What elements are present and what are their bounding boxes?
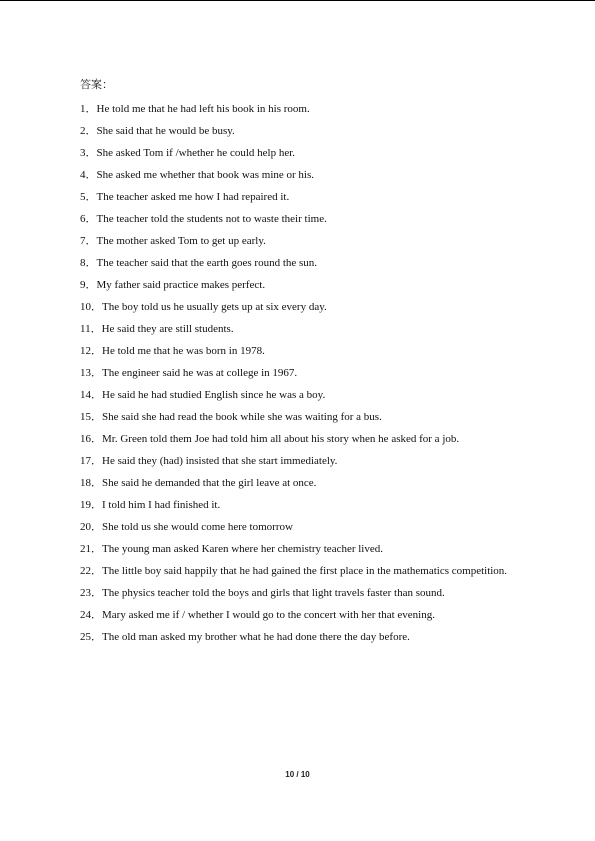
answer-item <box>80 604 560 626</box>
answer-item <box>80 472 560 494</box>
answer-number: 6． <box>80 213 97 225</box>
answer-text: Mr. Green told them Joe had told him all about his story when he asked for a job. <box>102 433 460 445</box>
answer-item <box>80 318 560 340</box>
answer-heading: 答案： <box>80 78 113 91</box>
answer-number: 20． <box>80 521 102 533</box>
answer-number: 19． <box>80 499 102 511</box>
answer-item <box>80 428 560 450</box>
answer-item <box>80 538 560 560</box>
page-top-border <box>0 0 595 1</box>
answer-number: 4． <box>80 169 97 181</box>
answer-text: The physics teacher told the boys and girls that light travels faster than sound. <box>102 587 445 599</box>
answer-number: 15． <box>80 411 102 423</box>
answer-number: 23． <box>80 587 102 599</box>
answer-item <box>80 494 560 516</box>
answer-text: The teacher told the students not to waste their time. <box>96 213 327 225</box>
answer-text: She asked Tom if /whether he could help her. <box>96 147 296 159</box>
answer-number: 14． <box>80 389 102 401</box>
answer-item <box>80 252 560 274</box>
answer-text: She told us she would come here tomorrow <box>102 521 293 533</box>
answer-text: The teacher asked me how I had repaired it. <box>96 191 290 203</box>
answer-number: 7． <box>80 235 97 247</box>
answer-text: He said he had studied English since he was a boy. <box>102 389 326 401</box>
answer-number: 3． <box>80 147 97 159</box>
answer-item <box>80 98 560 120</box>
answer-number: 12． <box>80 345 102 357</box>
answer-item <box>80 296 560 318</box>
answer-text: The old man asked my brother what he had done there the day before. <box>102 631 410 643</box>
answer-item <box>80 274 560 296</box>
answer-text: He told me that he had left his book in his room. <box>96 103 310 115</box>
answer-text: He told me that he was born in 1978. <box>102 345 265 357</box>
answer-number: 25． <box>80 631 102 643</box>
answer-text: The little boy said happily that he had gained the first place in the mathematics competition. <box>102 565 508 577</box>
answer-text: She said he demanded that the girl leave at once. <box>102 477 317 489</box>
answer-item <box>80 384 560 406</box>
answer-number: 5． <box>80 191 97 203</box>
answer-number: 21． <box>80 543 102 555</box>
answer-item <box>80 164 560 186</box>
answer-item <box>80 516 560 538</box>
answer-item <box>80 230 560 252</box>
answer-number: 16． <box>80 433 102 445</box>
answer-item <box>80 582 560 604</box>
answer-text: He said they are still students. <box>101 323 234 335</box>
answer-item <box>80 142 560 164</box>
answer-item <box>80 208 560 230</box>
answer-number: 22． <box>80 565 102 577</box>
answer-item <box>80 406 560 428</box>
answer-number: 13． <box>80 367 102 379</box>
answer-text: He said they (had) insisted that she start immediately. <box>102 455 338 467</box>
answer-number: 9． <box>80 279 97 291</box>
answer-item <box>80 120 560 142</box>
answer-number: 11． <box>80 323 102 335</box>
answer-text: The young man asked Karen where her chemistry teacher lived. <box>102 543 383 555</box>
answer-text: She asked me whether that book was mine or his. <box>96 169 315 181</box>
answer-text: She said that he would be busy. <box>96 125 235 137</box>
answer-number: 1． <box>80 103 97 115</box>
answer-text: She said she had read the book while she was waiting for a bus. <box>102 411 382 423</box>
answer-item <box>80 450 560 472</box>
answer-text: Mary asked me if / whether I would go to the concert with her that evening. <box>102 609 435 621</box>
answer-item <box>80 626 560 648</box>
answer-number: 2． <box>80 125 97 137</box>
answer-number: 24． <box>80 609 102 621</box>
answer-item <box>80 560 560 582</box>
answer-text: The boy told us he usually gets up at six every day. <box>102 301 327 313</box>
answer-text: The mother asked Tom to get up early. <box>96 235 266 247</box>
answer-text: My father said practice makes perfect. <box>96 279 266 291</box>
answer-item <box>80 186 560 208</box>
page-number: 10 / 10 <box>285 770 310 779</box>
answer-list <box>80 98 560 648</box>
answer-item <box>80 362 560 384</box>
answer-text: The engineer said he was at college in 1967. <box>102 367 298 379</box>
answer-section <box>80 76 560 648</box>
answer-item <box>80 340 560 362</box>
answer-number: 10． <box>80 301 102 313</box>
answer-number: 17． <box>80 455 102 467</box>
answer-text: The teacher said that the earth goes round the sun. <box>96 257 318 269</box>
answer-text: I told him I had finished it. <box>102 499 221 511</box>
answer-number: 8． <box>80 257 97 269</box>
answer-number: 18． <box>80 477 102 489</box>
